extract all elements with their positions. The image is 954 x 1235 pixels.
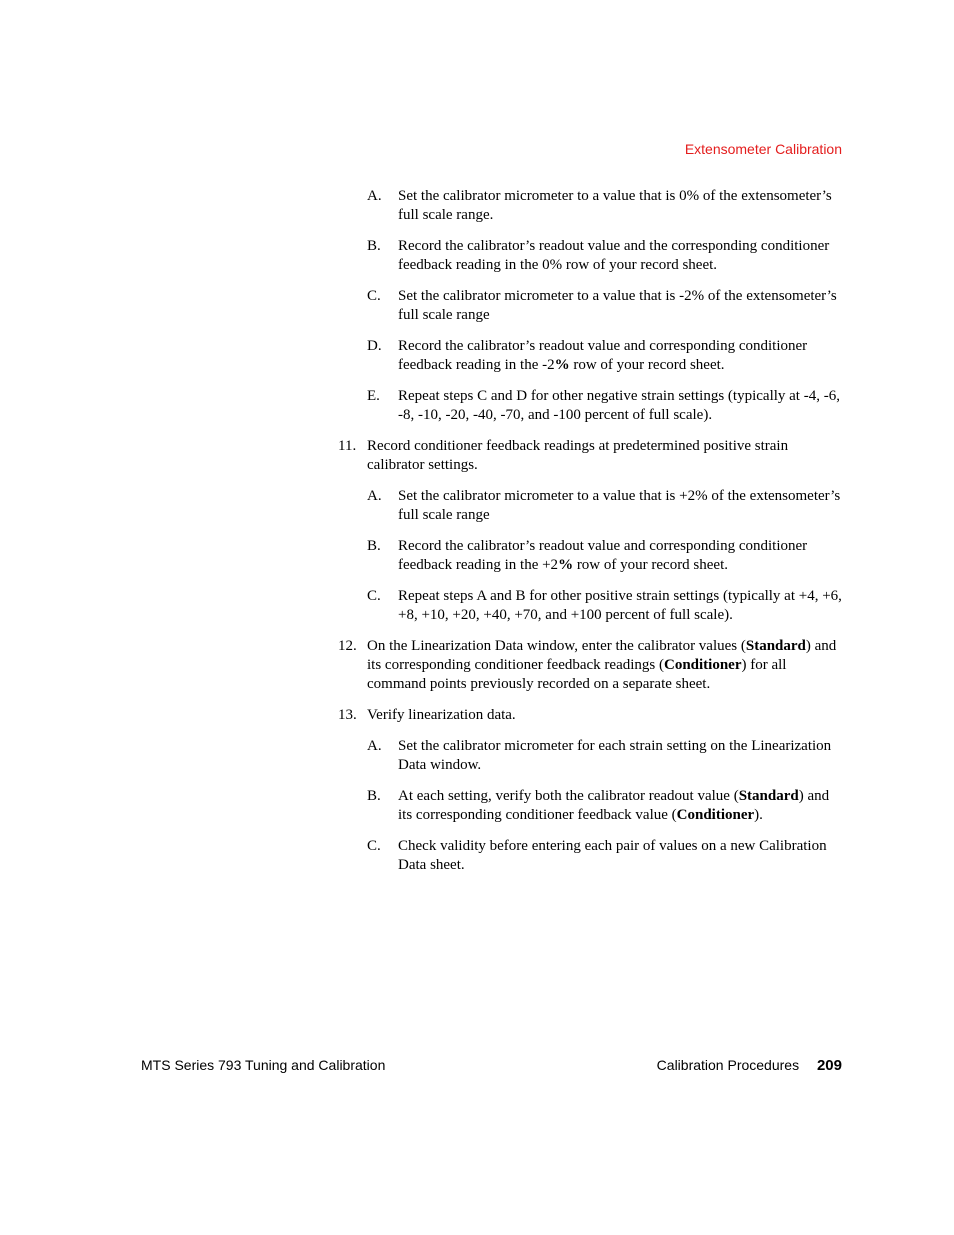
list-item xyxy=(0,237,954,275)
list-marker: A. xyxy=(367,488,382,504)
list-item xyxy=(0,587,954,625)
list-marker: D. xyxy=(367,338,382,354)
list-item xyxy=(0,337,954,375)
list-marker: 11. xyxy=(338,438,357,454)
list-item-text: Set the calibrator micrometer to a value that is +2% of the extensometer’s full scale range xyxy=(398,488,841,523)
list-item-text: Repeat steps C and D for other negative strain settings (typically at -4, -6, -8, -10, -20, -40, -70, and -100 percent of full scale). xyxy=(398,388,840,423)
list-item xyxy=(0,437,954,475)
list-item-text: Set the calibrator micrometer to a value that is -2% of the extensometer’s full scale range xyxy=(398,288,837,323)
list-item xyxy=(0,706,954,725)
procedure-list xyxy=(0,187,954,887)
list-item xyxy=(0,787,954,825)
list-item-text: Record the calibrator’s readout value and corresponding conditioner feedback reading in the +2% row of your record sheet. xyxy=(398,538,808,573)
running-header-title: Extensometer Calibration xyxy=(684,141,842,157)
list-item-text: Set the calibrator micrometer for each strain setting on the Linearization Data window. xyxy=(398,738,832,773)
footer-right-group xyxy=(657,1057,842,1074)
footer-section-title: Calibration Procedures xyxy=(656,1057,800,1073)
list-item xyxy=(0,537,954,575)
footer-book-title: MTS Series 793 Tuning and Calibration xyxy=(141,1057,386,1073)
list-item-text: Record the calibrator’s readout value and corresponding conditioner feedback reading in the -2% row of your record sheet. xyxy=(398,338,808,373)
list-item xyxy=(0,637,954,694)
list-marker: 12. xyxy=(338,638,357,654)
list-item xyxy=(0,287,954,325)
list-marker: E. xyxy=(367,388,380,404)
list-item xyxy=(0,737,954,775)
list-marker: A. xyxy=(367,738,382,754)
list-item-text: Check validity before entering each pair of values on a new Calibration Data sheet. xyxy=(398,838,827,873)
list-marker: B. xyxy=(367,238,381,254)
list-item xyxy=(0,487,954,525)
list-marker: C. xyxy=(367,288,381,304)
list-item-text: Record the calibrator’s readout value and the corresponding conditioner feedback reading in the 0% row of your record sheet. xyxy=(398,238,830,273)
list-marker: B. xyxy=(367,538,381,554)
list-item-text: Record conditioner feedback readings at predetermined positive strain calibrator settings. xyxy=(367,438,789,473)
list-item-text: Set the calibrator micrometer to a value that is 0% of the extensometer’s full scale range. xyxy=(398,188,832,223)
list-item-text: Repeat steps A and B for other positive strain settings (typically at +4, +6, +8, +10, +20, +40, +70, and +100 percent of full scale). xyxy=(398,588,842,623)
list-marker: B. xyxy=(367,788,381,804)
page-number: 209 xyxy=(816,1057,842,1074)
list-marker: C. xyxy=(367,838,381,854)
list-item-text: On the Linearization Data window, enter the calibrator values (Standard) and its corresponding conditioner feedback readings (Conditioner) for all command points previously recorded on a separate sheet. xyxy=(367,638,837,692)
list-item-text: At each setting, verify both the calibrator readout value (Standard) and its corresponding conditioner feedback value (Conditioner). xyxy=(398,788,830,823)
list-item xyxy=(0,837,954,875)
list-marker: A. xyxy=(367,188,382,204)
list-item xyxy=(0,387,954,425)
list-marker: 13. xyxy=(338,707,357,723)
list-item xyxy=(0,187,954,225)
list-marker: C. xyxy=(367,588,381,604)
list-item-text: Verify linearization data. xyxy=(367,707,516,723)
